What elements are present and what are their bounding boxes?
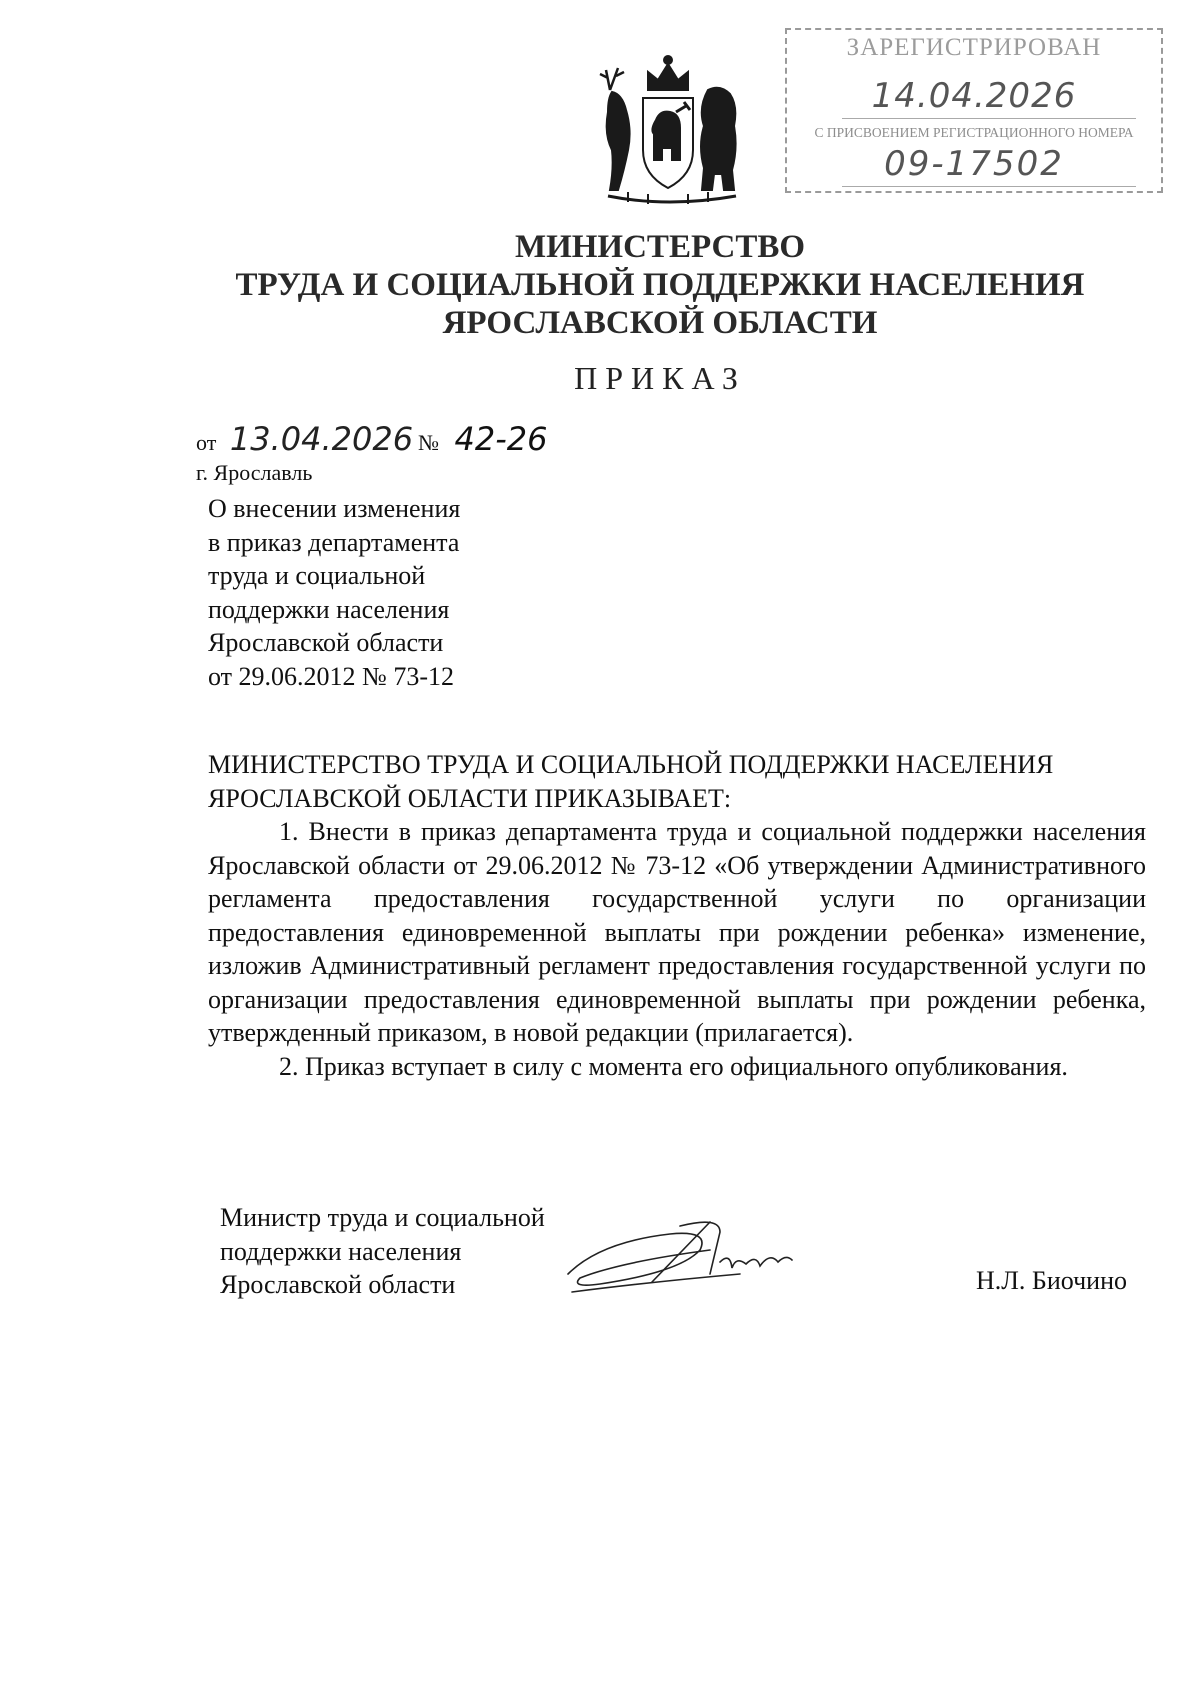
subject-line: О внесении изменения [208, 494, 461, 523]
order-city: г. Ярославль [196, 460, 313, 485]
coat-of-arms-icon [588, 50, 748, 210]
order-date: 13.04.2026 [229, 420, 414, 458]
signatory-position [220, 1201, 545, 1302]
subject-line: от 29.06.2012 № 73-12 [208, 661, 454, 691]
intro-line: МИНИСТЕРСТВО ТРУДА И СОЦИАЛЬНОЙ ПОДДЕРЖКИ НАСЕЛЕНИЯ [208, 750, 1054, 779]
stamp-subtitle: С ПРИСВОЕНИЕМ РЕГИСТРАЦИОННОГО НОМЕРА [814, 125, 1134, 140]
position-line: поддержки населения [220, 1236, 462, 1266]
subject-line: поддержки населения [208, 594, 450, 624]
intro-line: ЯРОСЛАВСКОЙ ОБЛАСТИ ПРИКАЗЫВАЕТ: [208, 783, 732, 813]
ministry-title-line-2: ТРУДА И СОЦИАЛЬНОЙ ПОДДЕРЖКИ НАСЕЛЕНИЯ [235, 267, 1085, 303]
ministry-title-line-1: МИНИСТЕРСТВО [514, 229, 806, 265]
from-label: от [196, 430, 217, 455]
handwritten-signature [560, 1212, 830, 1302]
document-type: ПРИКАЗ [574, 360, 746, 396]
order-number: 42-26 [454, 420, 548, 458]
subject-line: Ярославской области [208, 628, 444, 657]
order-intro [208, 748, 1146, 815]
stamp-divider [842, 186, 1136, 187]
order-item-1: 1. Внести в приказ департамента труда и социальной поддержки населения Ярославской области от 29.06.2012 № 73-12 «Об утверждении Административного регламента предоставления государственной услуги по организации предоставления единовременной выплаты при рождении ребенка» изменение, изложив Административный регламент предоставления государственной услуги по организации предоставления единовременной выплаты при рождении ребенка, утвержденный приказом, в новой редакции (прилагается). [208, 817, 1146, 1047]
order-number-line [418, 420, 547, 458]
signatory-name: Н.Л. Биочино [976, 1266, 1127, 1295]
stamp-divider [842, 118, 1136, 119]
stamp-date: 14.04.2026 [871, 76, 1077, 116]
order-subject [208, 492, 460, 693]
order-item-2: 2. Приказ вступает в силу с момента его официального опубликования. [279, 1051, 1068, 1081]
position-line: Ярославской области [220, 1270, 456, 1299]
registration-stamp [785, 28, 1163, 193]
subject-line: в приказ департамента [208, 527, 460, 557]
number-label: № [418, 430, 439, 455]
position-line: Министр труда и социальной [220, 1203, 545, 1232]
subject-line: труда и социальной [208, 561, 426, 590]
order-body [208, 748, 1146, 1083]
stamp-number: 09-17502 [884, 144, 1064, 184]
order-date-line [196, 420, 413, 458]
stamp-title: ЗАРЕГИСТРИРОВАН [846, 34, 1102, 61]
ministry-title-line-3: ЯРОСЛАВСКОЙ ОБЛАСТИ [442, 305, 878, 341]
